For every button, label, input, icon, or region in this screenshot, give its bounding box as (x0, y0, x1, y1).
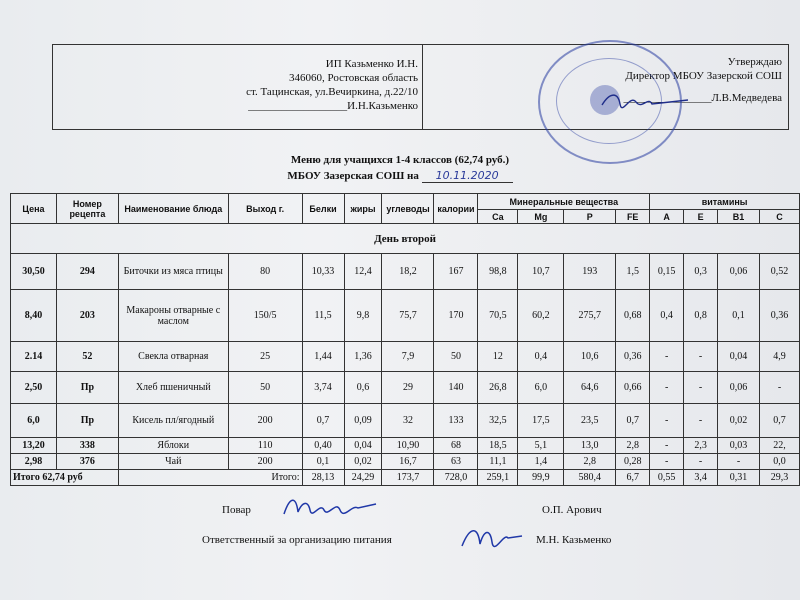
table-cell: - (650, 454, 684, 470)
col-protein: Белки (302, 194, 344, 224)
total-price: Итого 62,74 руб (11, 470, 119, 486)
table-cell: - (650, 342, 684, 372)
col-ca: Ca (478, 210, 518, 224)
table-cell: 9,8 (344, 290, 382, 342)
table-cell: 2,8 (564, 454, 616, 470)
table-row (11, 342, 800, 372)
table-cell: 2.14 (11, 342, 57, 372)
table-cell: 32 (382, 404, 434, 438)
table-cell: 0,15 (650, 254, 684, 290)
table-cell: 50 (434, 342, 478, 372)
col-fe: FE (616, 210, 650, 224)
table-cell: 0,7 (616, 404, 650, 438)
table-cell: 30,50 (11, 254, 57, 290)
group-vitamins: витамины (650, 194, 800, 210)
total-cell: 728,0 (434, 470, 478, 486)
menu-title: Меню для учащихся 1-4 классов (62,74 руб.) (290, 154, 510, 166)
table-cell: 2,98 (11, 454, 57, 470)
table-cell: 3,74 (302, 372, 344, 404)
table-cell: 50 (228, 372, 302, 404)
table-cell: Яблоки (118, 438, 228, 454)
table-cell: 0,40 (302, 438, 344, 454)
table-cell: - (650, 404, 684, 438)
table-cell: 376 (56, 454, 118, 470)
col-price: Цена (11, 194, 57, 224)
total-cell: 99,9 (518, 470, 564, 486)
responsible-label: Ответственный за организацию питания (202, 534, 392, 546)
table-cell: 18,2 (382, 254, 434, 290)
table-cell: 1,44 (302, 342, 344, 372)
table-cell: 18,5 (478, 438, 518, 454)
director-signature (600, 90, 690, 110)
table-cell: 0,4 (518, 342, 564, 372)
col-carbs: углеводы (382, 194, 434, 224)
table-cell: 0,7 (759, 404, 799, 438)
table-cell: 17,5 (518, 404, 564, 438)
table-cell: 200 (228, 404, 302, 438)
responsible-signature (456, 522, 526, 554)
responsible-name: М.Н. Казьменко (536, 534, 612, 546)
table-cell: Кисель пл/ягодный (118, 404, 228, 438)
table-cell: 0,06 (718, 372, 760, 404)
table-cell: 193 (564, 254, 616, 290)
table-cell: 25 (228, 342, 302, 372)
total-cell: 28,13 (302, 470, 344, 486)
menu-date: 10.11.2020 (422, 169, 513, 183)
total-cell: 173,7 (382, 470, 434, 486)
table-cell: 1,5 (616, 254, 650, 290)
table-row (11, 454, 800, 470)
table-cell: - (684, 342, 718, 372)
table-cell: Макароны отварные с маслом (118, 290, 228, 342)
table-cell: 2,50 (11, 372, 57, 404)
table-cell: Чай (118, 454, 228, 470)
table-cell: 0,6 (344, 372, 382, 404)
supplier-line: ст. Тацинская, ул.Вечиркина, д.22/10 (246, 86, 418, 98)
table-cell: 12,4 (344, 254, 382, 290)
table-cell: 98,8 (478, 254, 518, 290)
table-cell: 167 (434, 254, 478, 290)
total-cell: 3,4 (684, 470, 718, 486)
supplier-line: 346060, Ростовская область (289, 72, 418, 84)
table-cell: 70,5 (478, 290, 518, 342)
table-cell: 64,6 (564, 372, 616, 404)
total-cell: 580,4 (564, 470, 616, 486)
approval-line: Утверждаю (727, 56, 782, 68)
table-cell: 1,4 (518, 454, 564, 470)
col-p: P (564, 210, 616, 224)
table-cell: 203 (56, 290, 118, 342)
table-cell: 22, (759, 438, 799, 454)
table-cell: 52 (56, 342, 118, 372)
day-label: День второй (11, 224, 800, 254)
supplier-block (53, 45, 423, 129)
col-b1: B1 (718, 210, 760, 224)
table-cell: 0,06 (718, 254, 760, 290)
table-cell: 0,66 (616, 372, 650, 404)
table-cell: 338 (56, 438, 118, 454)
table-cell: 150/5 (228, 290, 302, 342)
table-cell: 170 (434, 290, 478, 342)
table-cell: 0,02 (718, 404, 760, 438)
menu-subtitle (0, 169, 800, 182)
table-cell: - (650, 438, 684, 454)
table-cell: 110 (228, 438, 302, 454)
total-cell: 259,1 (478, 470, 518, 486)
table-row (11, 372, 800, 404)
total-cell: 6,7 (616, 470, 650, 486)
table-cell: 6,0 (518, 372, 564, 404)
table-cell: 26,8 (478, 372, 518, 404)
table-cell: 7,9 (382, 342, 434, 372)
approval-line: Директор МБОУ Зазерской СОШ (625, 70, 782, 82)
table-cell: Свекла отварная (118, 342, 228, 372)
supplier-line: __________________И.Н.Казьменко (248, 100, 418, 112)
table-cell: 0,8 (684, 290, 718, 342)
table-cell: 6,0 (11, 404, 57, 438)
group-minerals: Минеральные вещества (478, 194, 650, 210)
table-cell: 0,3 (684, 254, 718, 290)
col-recipe: Номер рецепта (56, 194, 118, 224)
school-name: МБОУ Зазерская СОШ на (287, 170, 419, 182)
table-row (11, 438, 800, 454)
table-cell: 10,90 (382, 438, 434, 454)
table-cell: 5,1 (518, 438, 564, 454)
table-cell: 8,40 (11, 290, 57, 342)
table-cell: - (684, 454, 718, 470)
col-calories: калории (434, 194, 478, 224)
table-cell: 0,7 (302, 404, 344, 438)
table-cell: 32,5 (478, 404, 518, 438)
table-cell: 200 (228, 454, 302, 470)
table-cell: 60,2 (518, 290, 564, 342)
table-cell: 68 (434, 438, 478, 454)
table-cell: 23,5 (564, 404, 616, 438)
col-mg: Mg (518, 210, 564, 224)
table-cell: 63 (434, 454, 478, 470)
cook-name: О.П. Арович (542, 504, 602, 516)
table-cell: 0,04 (344, 438, 382, 454)
table-cell: 275,7 (564, 290, 616, 342)
table-cell: 10,33 (302, 254, 344, 290)
table-cell: 29 (382, 372, 434, 404)
total-cell: 24,29 (344, 470, 382, 486)
table-cell: 0,28 (616, 454, 650, 470)
col-fat: жиры (344, 194, 382, 224)
col-c: C (759, 210, 799, 224)
table-cell: 0,36 (759, 290, 799, 342)
total-cell: 0,31 (718, 470, 760, 486)
table-cell: 12 (478, 342, 518, 372)
table-cell: 13,0 (564, 438, 616, 454)
table-cell: 10,7 (518, 254, 564, 290)
table-cell: 10,6 (564, 342, 616, 372)
table-cell: 0,04 (718, 342, 760, 372)
supplier-line: ИП Казьменко И.Н. (325, 58, 418, 70)
table-cell: 0,1 (302, 454, 344, 470)
table-row (11, 290, 800, 342)
table-cell: Пр (56, 372, 118, 404)
table-cell: 140 (434, 372, 478, 404)
table-cell: 11,5 (302, 290, 344, 342)
table-cell: Пр (56, 404, 118, 438)
table-cell: 0,52 (759, 254, 799, 290)
cook-label: Повар (222, 504, 251, 516)
table-cell: 0,02 (344, 454, 382, 470)
itogo-label: Итого: (118, 470, 302, 486)
table-cell: 2,3 (684, 438, 718, 454)
table-cell: - (684, 372, 718, 404)
col-a: A (650, 210, 684, 224)
table-cell: 80 (228, 254, 302, 290)
cook-signature (280, 492, 380, 522)
table-cell: 0,0 (759, 454, 799, 470)
table-cell: 0,36 (616, 342, 650, 372)
table-cell: 0,68 (616, 290, 650, 342)
col-dish: Наименование блюда (118, 194, 228, 224)
table-row (11, 404, 800, 438)
table-cell: 16,7 (382, 454, 434, 470)
table-cell: 11,1 (478, 454, 518, 470)
table-cell: 75,7 (382, 290, 434, 342)
table-cell: - (718, 454, 760, 470)
table-cell: Хлеб пшеничный (118, 372, 228, 404)
table-cell: - (650, 372, 684, 404)
table-cell: 1,36 (344, 342, 382, 372)
table-cell: 133 (434, 404, 478, 438)
table-cell: 294 (56, 254, 118, 290)
table-cell: 0,4 (650, 290, 684, 342)
totals-row (11, 470, 800, 486)
col-yield: Выход г. (228, 194, 302, 224)
total-cell: 0,55 (650, 470, 684, 486)
table-cell: 0,03 (718, 438, 760, 454)
total-cell: 29,3 (759, 470, 799, 486)
table-cell: - (684, 404, 718, 438)
col-e: E (684, 210, 718, 224)
table-cell: 13,20 (11, 438, 57, 454)
table-cell: Биточки из мяса птицы (118, 254, 228, 290)
table-cell: 0,09 (344, 404, 382, 438)
approval-line: ________________Л.В.Медведева (623, 92, 782, 104)
table-cell: 0,1 (718, 290, 760, 342)
table-cell: 4,9 (759, 342, 799, 372)
table-cell: - (759, 372, 799, 404)
table-cell: 2,8 (616, 438, 650, 454)
table-row (11, 254, 800, 290)
menu-table (10, 193, 800, 486)
